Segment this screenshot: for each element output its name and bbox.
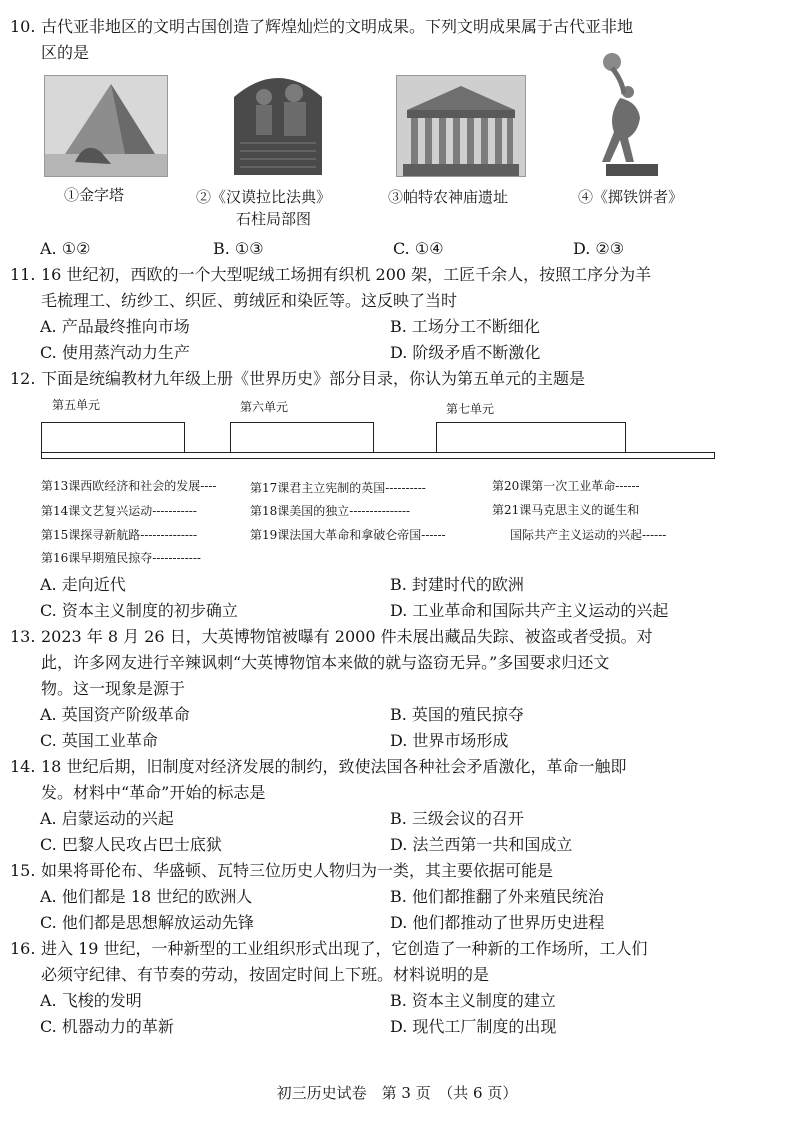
lesson-21-cont: 国际共产主义运动的兴起------: [510, 528, 667, 542]
q14-number: 14.: [10, 757, 36, 776]
q16-number: 16.: [10, 939, 36, 958]
q12-number: 12.: [10, 369, 36, 388]
q11-number: 11.: [10, 265, 36, 284]
hammurabi-stele-image: [224, 67, 332, 175]
q16-stem-line2: 必须守纪律、有节奏的劳动，按固定时间上下班。材料说明的是: [41, 965, 490, 984]
q12-option-a[interactable]: A. 走向近代: [40, 575, 126, 594]
q16-stem-line1: 进入 19 世纪，一种新型的工业组织形式出现了，它创造了一种新的工作场所，工人们: [41, 939, 648, 958]
lesson-15: 第15课探寻新航路--------------: [41, 528, 198, 542]
q12-option-d[interactable]: D. 工业革命和国际共产主义运动的兴起: [390, 601, 669, 620]
q12-option-b[interactable]: B. 封建时代的欧洲: [390, 575, 524, 594]
q15-option-c[interactable]: C. 他们都是思想解放运动先锋: [40, 913, 254, 932]
q16-option-c[interactable]: C. 机器动力的革新: [40, 1017, 174, 1036]
q14-option-a[interactable]: A. 启蒙运动的兴起: [40, 809, 174, 828]
q10-option-d[interactable]: D. ②③: [573, 239, 625, 258]
caption-parthenon: ③帕特农神庙遗址: [388, 188, 509, 206]
q13-stem-line1: 2023 年 8 月 26 日，大英博物馆被曝有 2000 件未展出藏品失踪、被盗或者受损。对: [41, 627, 653, 646]
q15-option-d[interactable]: D. 他们都推动了世界历史进程: [390, 913, 605, 932]
caption-hammurabi-sub: 石柱局部图: [236, 210, 312, 228]
unit-5-box: [41, 422, 185, 454]
q15-option-b[interactable]: B. 他们都推翻了外来殖民统治: [390, 887, 604, 906]
q10-option-a[interactable]: A. ①②: [40, 239, 91, 258]
q15-number: 15.: [10, 861, 36, 880]
discobolus-statue-image: [598, 52, 664, 176]
q16-option-d[interactable]: D. 现代工厂制度的出现: [390, 1017, 557, 1036]
q16-option-a[interactable]: A. 飞梭的发明: [40, 991, 142, 1010]
q14-stem-line2: 发。材料中“革命”开始的标志是: [41, 783, 266, 802]
q11-option-a[interactable]: A. 产品最终推向市场: [40, 317, 190, 336]
q12-stem-line1: 下面是统编教材九年级上册《世界历史》部分目录，你认为第五单元的主题是: [41, 369, 586, 388]
parthenon-image: [396, 75, 526, 177]
q11-option-d[interactable]: D. 阶级矛盾不断激化: [390, 343, 541, 362]
unit-6-label: 第六单元: [240, 400, 289, 414]
caption-discobolus: ④《掷铁饼者》: [578, 188, 684, 206]
unit-5-label: 第五单元: [52, 398, 101, 412]
lesson-13: 第13课西欧经济和社会的发展----: [41, 479, 217, 493]
q13-stem-line3: 物。这一现象是源于: [41, 679, 186, 698]
q13-option-d[interactable]: D. 世界市场形成: [390, 731, 509, 750]
q12-option-c[interactable]: C. 资本主义制度的初步确立: [40, 601, 238, 620]
caption-pyramid: ①金字塔: [64, 186, 125, 204]
q10-stem-line2: 区的是: [41, 43, 90, 62]
unit-6-box: [230, 422, 374, 454]
caption-hammurabi: ②《汉谟拉比法典》: [196, 188, 332, 206]
q11-stem-line2: 毛梳理工、纺纱工、织匠、剪绒匠和染匠等。这反映了当时: [41, 291, 458, 310]
q13-stem-line2: 此，许多网友进行辛辣讽刺“大英博物馆本来做的就与盗窃无异。”多国要求归还文: [41, 653, 610, 672]
q13-number: 13.: [10, 627, 36, 646]
q10-stem-line1: 古代亚非地区的文明古国创造了辉煌灿烂的文明成果。下列文明成果属于古代亚非地: [41, 17, 634, 36]
q11-stem-line1: 16 世纪初，西欧的一个大型呢绒工场拥有织机 200 架，工匠千余人，按照工序分为羊: [41, 265, 652, 284]
q14-option-d[interactable]: D. 法兰西第一共和国成立: [390, 835, 573, 854]
q16-option-b[interactable]: B. 资本主义制度的建立: [390, 991, 556, 1010]
lesson-19: 第19课法国大革命和拿破仑帝国------: [250, 528, 446, 542]
q15-stem-line1: 如果将哥伦布、华盛顿、瓦特三位历史人物归为一类，其主要依据可能是: [41, 861, 554, 880]
lesson-17: 第17课君主立宪制的英国----------: [250, 481, 426, 495]
q10-option-b[interactable]: B. ①③: [213, 239, 264, 258]
lesson-21: 第21课马克思主义的诞生和: [492, 503, 640, 517]
q14-option-c[interactable]: C. 巴黎人民攻占巴士底狱: [40, 835, 222, 854]
lesson-20: 第20课第一次工业革命------: [492, 479, 640, 493]
q14-stem-line1: 18 世纪后期，旧制度对经济发展的制约，致使法国各种社会矛盾激化，革命一触即: [41, 757, 627, 776]
lesson-16: 第16课早期殖民掠夺------------: [41, 551, 201, 565]
page-footer: 初三历史试卷 第 3 页 （共 6 页）: [276, 1084, 518, 1102]
q10-option-c[interactable]: C. ①④: [393, 239, 444, 258]
q13-option-a[interactable]: A. 英国资产阶级革命: [40, 705, 190, 724]
unit-7-box: [436, 422, 626, 454]
unit-7-label: 第七单元: [446, 402, 495, 416]
q11-option-c[interactable]: C. 使用蒸汽动力生产: [40, 343, 190, 362]
q13-option-b[interactable]: B. 英国的殖民掠夺: [390, 705, 524, 724]
q11-option-b[interactable]: B. 工场分工不断细化: [390, 317, 540, 336]
q15-option-a[interactable]: A. 他们都是 18 世纪的欧洲人: [40, 887, 253, 906]
q13-option-c[interactable]: C. 英国工业革命: [40, 731, 158, 750]
lesson-14: 第14课文艺复兴运动-----------: [41, 504, 197, 518]
lesson-18: 第18课美国的独立---------------: [250, 504, 411, 518]
q14-option-b[interactable]: B. 三级会议的召开: [390, 809, 524, 828]
timeline-bar: [41, 452, 715, 459]
q10-number: 10.: [10, 17, 36, 36]
pyramid-image: [44, 75, 168, 177]
